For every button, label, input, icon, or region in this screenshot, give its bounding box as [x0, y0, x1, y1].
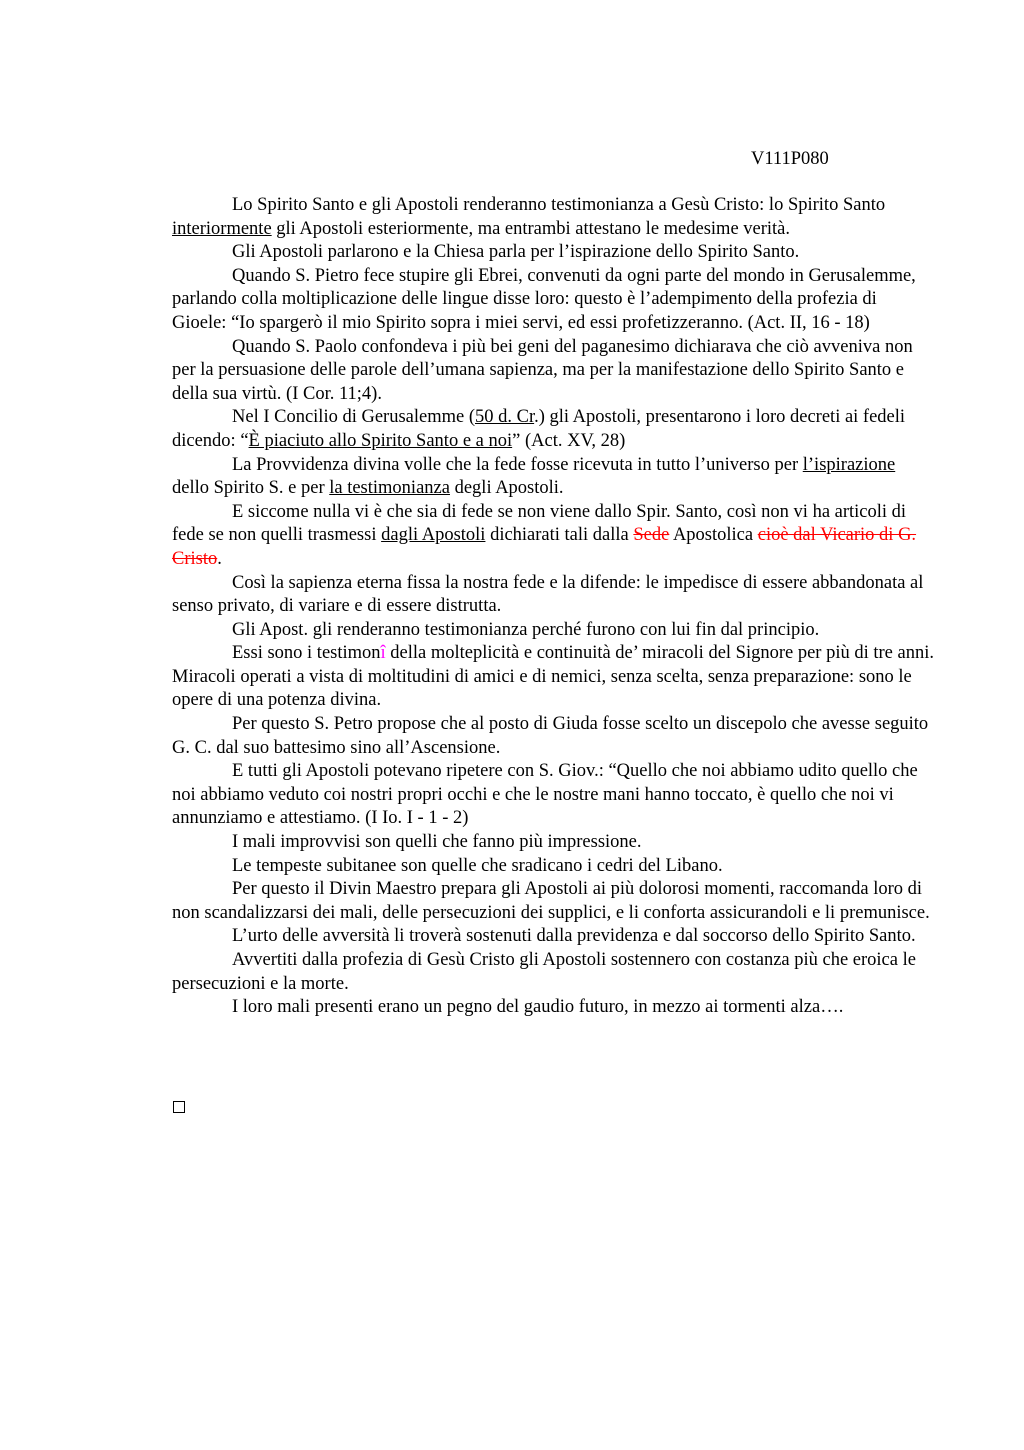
paragraph-9 — [172, 619, 934, 643]
paragraph-17 — [172, 949, 934, 996]
underlined-text: dagli Apostoli — [381, 525, 486, 546]
text-segment: Gli Apost. gli renderanno testimonianza perché furono con lui fin dal principio. — [232, 619, 820, 640]
text-segment: .) gli Apostoli, presentarono i loro decreti ai fedeli dicendo: “ — [172, 407, 906, 451]
text-segment: Lo Spirito Santo e gli Apostoli renderanno testimonianza a Gesù Cristo: lo Spirito Santo — [232, 195, 886, 215]
text-segment: E tutti gli Apostoli potevano ripetere con S. Giov.: “Quello che noi abbiamo udito quello che noi abbiamo veduto coi nostri propri occhi e che le nostre mani hanno toccato, è quello che noi vi annunziamo e attestiamo. (I Io. I - 1 - 2) — [172, 761, 918, 829]
text-segment: I mali improvvisi son quelli che fanno più impressione. — [232, 832, 642, 853]
paragraph-5 — [172, 406, 934, 453]
paragraph-3 — [172, 265, 934, 336]
document-body — [172, 194, 934, 1020]
paragraph-16 — [172, 925, 934, 949]
text-segment: dello Spirito S. e per — [172, 478, 330, 499]
paragraph-6 — [172, 454, 934, 501]
text-segment: E siccome nulla vi è che sia di fede se non viene dallo Spir. Santo, così non vi ha articoli di fede se non quelli trasmessi — [172, 501, 907, 546]
underlined-text: 50 d. Cr — [475, 407, 535, 428]
underlined-text: È piaciuto allo Spirito Santo e a noi — [248, 430, 513, 451]
paragraph-11 — [172, 713, 934, 760]
paragraph-13 — [172, 831, 934, 855]
paragraph-2 — [172, 241, 934, 265]
text-segment: Così la sapienza eterna fissa la nostra fede e la difende: le impedisce di essere abbandonata al senso privato, di variare e di essere distrutta. — [172, 572, 924, 617]
underlined-text: la testimonianza — [329, 478, 450, 499]
paragraph-15 — [172, 878, 934, 925]
page-id: V111P080 — [751, 149, 829, 169]
text-segment: Quando S. Paolo confondeva i più bei geni del paganesimo dichiarava che ciò avveniva non per la persuasione delle parole dell’umana sapienza, ma per la manifestazione dello Spirito Santo e della sua virtù. (I Cor. 11;4). — [172, 336, 913, 404]
text-segment: I loro mali presenti erano un pegno del gaudio futuro, in mezzo ai tormenti alza…. — [232, 997, 844, 1018]
text-segment: degli Apostoli. — [449, 478, 564, 499]
deleted-text: cioè dal Vicario di G. Cristo — [172, 525, 917, 569]
text-segment: ” (Act. XV, 28) — [512, 430, 626, 451]
text-segment: Gli Apostoli parlarono e la Chiesa parla per l’ispirazione dello Spirito Santo. — [232, 242, 800, 263]
text-segment: Le tempeste subitanee son quelle che sradicano i cedri del Libano. — [232, 855, 723, 876]
paragraph-1 — [172, 194, 934, 241]
text-segment: Avvertiti dalla profezia di Gesù Cristo gli Apostoli sostennero con costanza più che eroica le persecuzioni e la morte. — [172, 950, 916, 994]
text-segment: Per questo il Divin Maestro prepara gli Apostoli ai più dolorosi momenti, raccomanda loro di non scandalizzarsi dei mali, delle persecuzioni dei supplici, e li conforta assicurandoli e li premunisce. — [172, 879, 930, 923]
text-segment: Per questo S. Petro propose che al posto di Giuda fosse scelto un discepolo che avesse seguito G. C. dal suo battesimo sino all’Ascensione. — [172, 714, 929, 758]
text-segment: Apostolica — [669, 525, 758, 546]
text-segment: Quando S. Pietro fece stupire gli Ebrei, convenuti da ogni parte del mondo in Gerusalemme, parlando colla moltiplicazione delle lingue disse loro: questo è l’adempimento della profezia di Gioele: “Io spargerò il mio Spirito sopra i miei servi, ed essi profetizzeranno. (Act. II, 16 - 18) — [172, 265, 916, 333]
paragraph-8 — [172, 572, 934, 619]
paragraph-14 — [172, 855, 934, 879]
text-segment: Nel I Concilio di Gerusalemme ( — [232, 407, 476, 428]
highlighted-text: î — [380, 643, 386, 664]
text-segment: La Provvidenza divina volle che la fede fosse ricevuta in tutto l’universo per — [232, 454, 803, 475]
paragraph-12 — [172, 760, 934, 831]
text-segment: della molteplicità e continuità de’ miracoli del Signore per più di tre anni. Miracoli operati a vista di moltitudini di amici e di nemici, senza scelta, senza preparazione: sono le opere di una potenza divina. — [172, 643, 934, 711]
paragraph-18 — [172, 996, 934, 1020]
text-segment: Essi sono i testimon — [232, 643, 381, 664]
text-segment: . — [217, 548, 222, 569]
underlined-text: interiormente — [172, 218, 272, 239]
underlined-text: l’ispirazione — [802, 454, 896, 475]
text-segment: L’urto delle avversità li troverà sostenuti dalla previdenza e dal soccorso dello Spirito Santo. — [232, 926, 916, 947]
paragraph-4 — [172, 336, 934, 407]
end-marker-box — [173, 1101, 185, 1113]
paragraph-10 — [172, 642, 934, 713]
paragraph-7 — [172, 501, 934, 572]
deleted-text: Sede — [633, 525, 670, 546]
text-segment: dichiarati tali dalla — [485, 525, 634, 546]
text-segment: gli Apostoli esteriormente, ma entrambi attestano le medesime verità. — [271, 218, 791, 239]
